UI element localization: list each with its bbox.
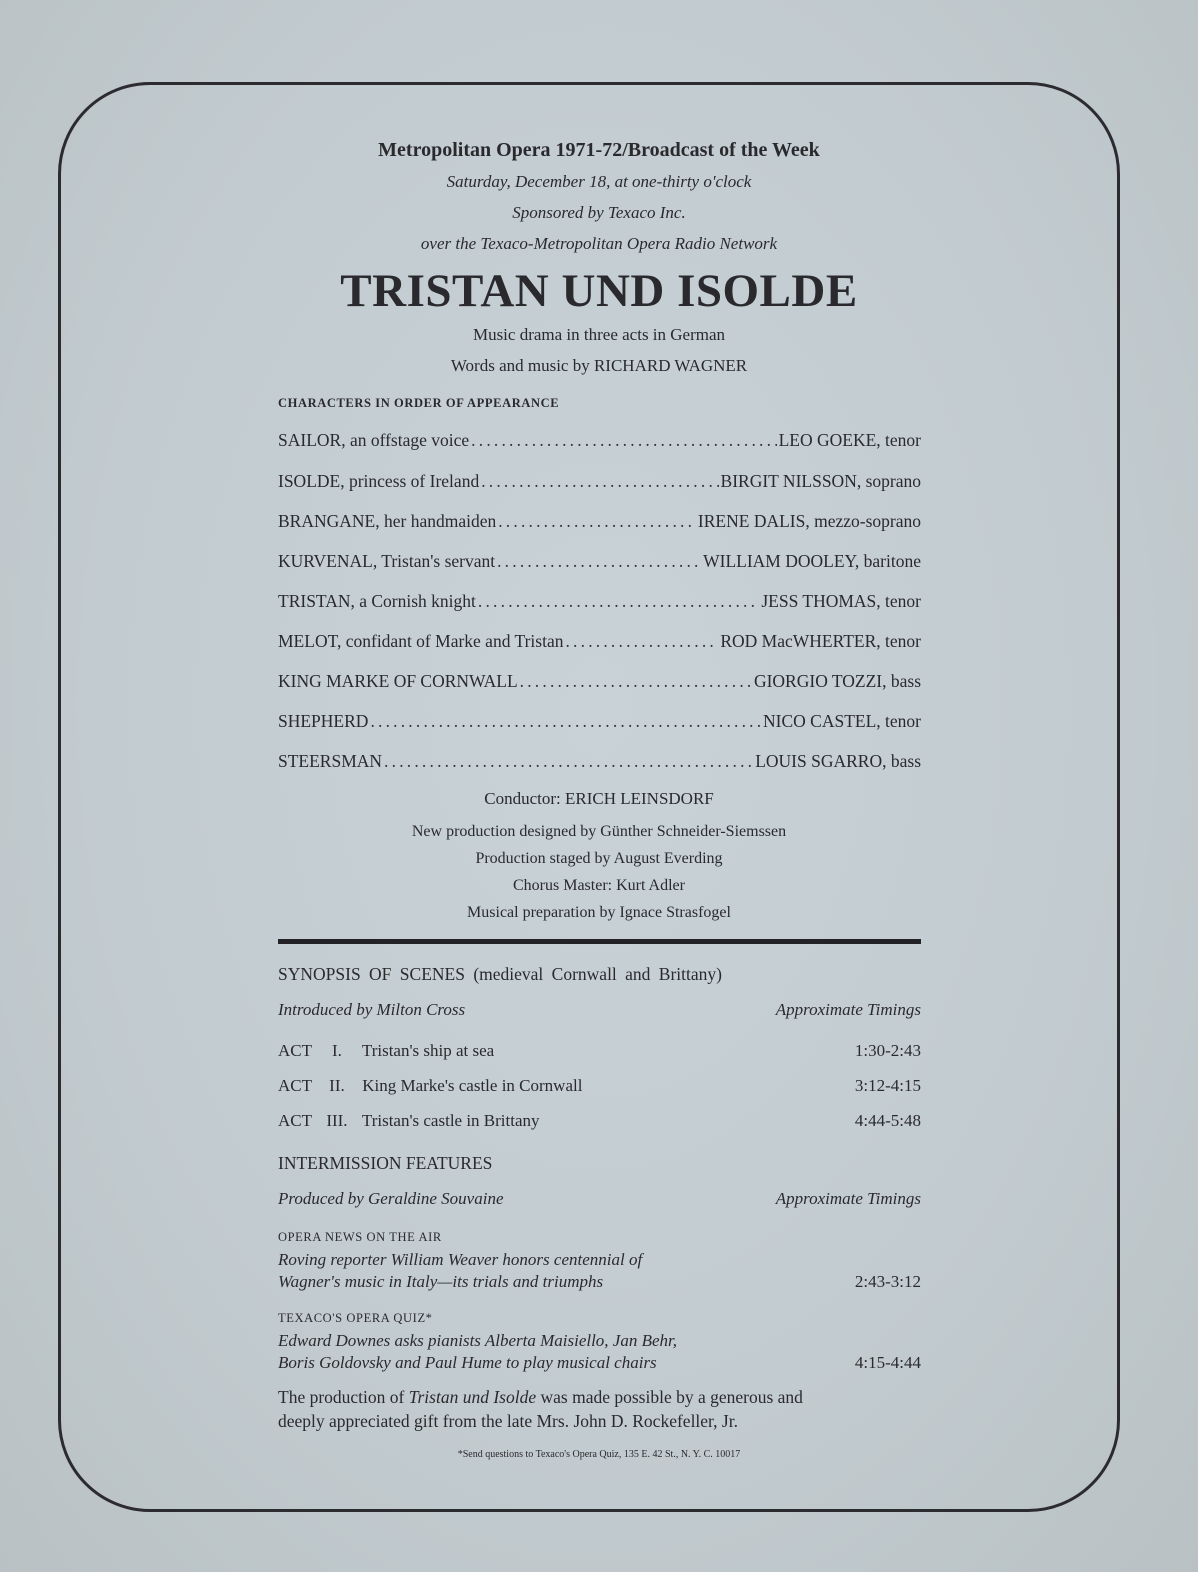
- act-row: [278, 1111, 540, 1131]
- cast-row: [278, 591, 921, 612]
- acknowledgment-post: was made possible by a generous and: [540, 1387, 803, 1407]
- act-label: ACT: [278, 1111, 312, 1130]
- act-scene: King Marke's castle in Cornwall: [362, 1076, 583, 1095]
- feature-description: Edward Downes asks pianists Alberta Maisiello, Jan Behr,: [278, 1331, 678, 1350]
- section-divider: [278, 939, 921, 944]
- credit-line: Musical preparation by Ignace Strasfogel: [467, 904, 731, 921]
- act-time: 4:44-5:48: [854, 1111, 921, 1130]
- cast-performer: BIRGIT NILSSON, soprano: [720, 471, 921, 491]
- acknowledgment-line: [278, 1387, 803, 1408]
- cast-role: STEERSMAN: [278, 751, 383, 771]
- cast-role: KURVENAL, Tristan's servant: [278, 551, 496, 571]
- network-line: over the Texaco-Metropolitan Opera Radio Network: [420, 234, 778, 253]
- cast-row: [278, 471, 921, 492]
- act-time: 3:12-4:15: [854, 1076, 921, 1095]
- feature-title: TEXACO'S OPERA QUIZ*: [278, 1311, 433, 1325]
- cast-performer: WILLIAM DOOLEY, baritone: [703, 551, 921, 571]
- synopsis-heading: SYNOPSIS OF SCENES (medieval Cornwall and Brittany): [278, 964, 722, 984]
- cast-performer: JESS THOMAS, tenor: [761, 591, 921, 611]
- feature-title: OPERA NEWS ON THE AIR: [278, 1230, 442, 1244]
- synopsis-timings-label: Approximate Timings: [775, 1000, 921, 1019]
- cast-role: ISOLDE, princess of Ireland: [278, 471, 480, 491]
- cast-heading: CHARACTERS IN ORDER OF APPEARANCE: [278, 396, 560, 410]
- act-number: II.: [329, 1076, 345, 1095]
- act-label: ACT: [278, 1076, 312, 1095]
- cast-role: KING MARKE OF CORNWALL: [278, 671, 518, 691]
- cast-row: [278, 551, 921, 572]
- sponsor-line: Sponsored by Texaco Inc.: [512, 203, 686, 222]
- feature-time: 4:15-4:44: [854, 1353, 921, 1372]
- feature-description: Boris Goldovsky and Paul Hume to play musical chairs: [278, 1353, 657, 1372]
- feature-description: Wagner's music in Italy—its trials and triumphs: [278, 1272, 604, 1291]
- cast-row: [278, 711, 921, 732]
- opera-composer: Words and music by RICHARD WAGNER: [450, 356, 748, 375]
- cast-row: [278, 430, 921, 451]
- act-time: 1:30-2:43: [854, 1041, 921, 1060]
- intermission-heading: INTERMISSION FEATURES: [278, 1153, 493, 1173]
- act-scene: Tristan's castle in Brittany: [361, 1111, 540, 1130]
- cast-role: SHEPHERD: [278, 711, 369, 731]
- feature-time: 2:43-3:12: [854, 1272, 921, 1291]
- cast-performer: GIORGIO TOZZI, bass: [753, 671, 921, 691]
- cast-performer: IRENE DALIS, mezzo-soprano: [697, 511, 921, 531]
- act-label: ACT: [278, 1041, 312, 1060]
- cast-performer: LEO GOEKE, tenor: [778, 430, 921, 450]
- act-number: I.: [331, 1041, 342, 1060]
- intermission-produced-by: Produced by Geraldine Souvaine: [278, 1189, 504, 1208]
- acknowledgment-title: Tristan und Isolde: [408, 1387, 537, 1407]
- act-row: [278, 1041, 494, 1061]
- opera-subtitle: Music drama in three acts in German: [472, 325, 726, 344]
- opera-title: TRISTAN UND ISOLDE: [340, 265, 858, 317]
- cast-performer: LOUIS SGARRO, bass: [755, 751, 921, 771]
- broadcast-date: Saturday, December 18, at one-thirty o'clock: [446, 172, 752, 191]
- cast-role: MELOT, confidant of Marke and Tristan: [278, 631, 564, 651]
- act-row: [278, 1076, 582, 1096]
- cast-row: [278, 511, 921, 532]
- cast-performer: NICO CASTEL, tenor: [763, 711, 921, 731]
- cast-row: [278, 631, 921, 652]
- cast-role: TRISTAN, a Cornish knight: [278, 591, 476, 611]
- credit-line: Production staged by August Everding: [475, 850, 723, 867]
- cast-row: [278, 671, 921, 692]
- act-number: III.: [326, 1111, 348, 1130]
- cast-row: [278, 751, 921, 772]
- synopsis-introduced-by: Introduced by Milton Cross: [278, 1000, 466, 1019]
- credit-line: Chorus Master: Kurt Adler: [513, 877, 685, 894]
- feature-description: Roving reporter William Weaver honors centennial of: [278, 1250, 643, 1269]
- footnote: *Send questions to Texaco's Opera Quiz, 135 E. 42 St., N. Y. C. 10017: [457, 1449, 741, 1460]
- acknowledgment-pre: The production of: [278, 1387, 405, 1407]
- conductor: Conductor: ERICH LEINSDORF: [484, 789, 714, 808]
- broadcast-heading: Metropolitan Opera 1971-72/Broadcast of the Week: [378, 139, 820, 161]
- cast-role: SAILOR, an offstage voice: [278, 430, 470, 450]
- credit-line: New production designed by Günther Schneider-Siemssen: [411, 823, 787, 840]
- acknowledgment-line: deeply appreciated gift from the late Mrs. John D. Rockefeller, Jr.: [278, 1411, 738, 1431]
- cast-role: BRANGANE, her handmaiden: [278, 511, 497, 531]
- cast-performer: ROD MacWHERTER, tenor: [720, 631, 921, 651]
- intermission-timings-label: Approximate Timings: [775, 1189, 921, 1208]
- act-scene: Tristan's ship at sea: [361, 1041, 495, 1060]
